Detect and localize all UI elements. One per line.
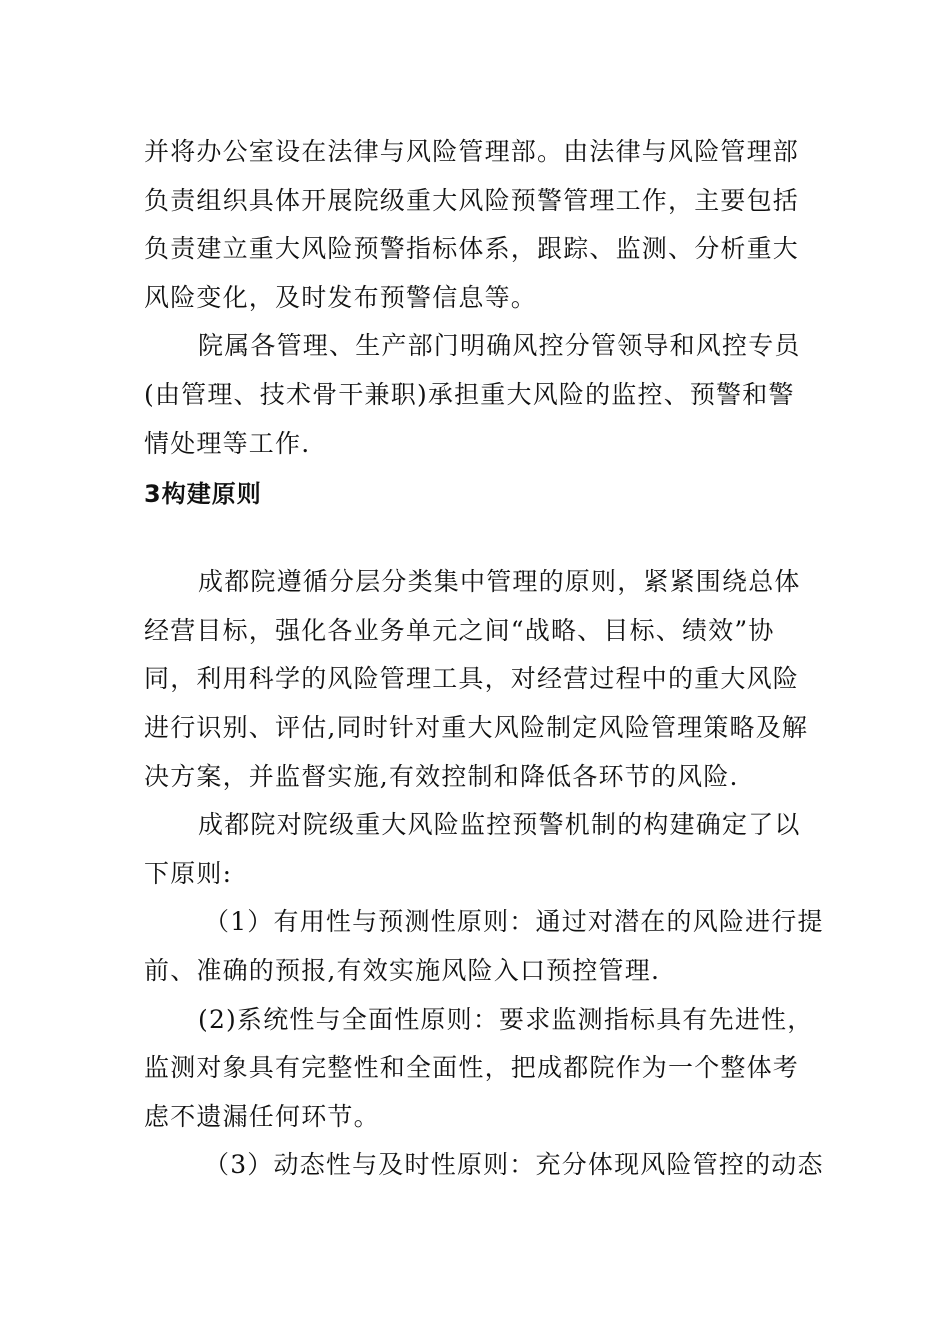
text-line: (2)系统性与全面性原则：要求监测指标具有先进性， — [198, 1004, 814, 1034]
text-line: 风险变化，及时发布预警信息等。 — [144, 282, 538, 312]
paragraph-principles-lead — [144, 801, 804, 898]
text-line: （1）有用性与预测性原则：通过对潜在的风险进行提 — [204, 907, 824, 937]
text-line: 负责组织具体开展院级重大风险预警管理工作，主要包括 — [144, 185, 800, 215]
paragraph-principle-1 — [144, 898, 824, 995]
section-heading: 3构建原则 — [144, 480, 262, 509]
text-line: 进行识别、评估,同时针对重大风险制定风险管理策略及解 — [144, 712, 809, 742]
text-line: 决方案，并监督实施,有效控制和降低各环节的风险. — [144, 761, 739, 791]
paragraph-office-setup — [144, 128, 804, 322]
text-line: 同，利用科学的风险管理工具，对经营过程中的重大风险 — [144, 664, 800, 694]
document-body — [144, 128, 824, 1190]
text-line: 院属各管理、生产部门明确风控分管领导和风控专员 — [198, 331, 801, 361]
text-line: 前、准确的预报,有效实施风险入口预控管理. — [144, 955, 661, 985]
text-line: 监测对象具有完整性和全面性，把成都院作为一个整体考 — [144, 1053, 800, 1083]
text-line: 下原则: — [144, 858, 233, 888]
paragraph-principle-2 — [144, 996, 814, 1142]
text-line: 成都院对院级重大风险监控预警机制的构建确定了以 — [198, 810, 801, 840]
text-line: 经营目标，强化各业务单元之间“战略、目标、绩效”协 — [144, 615, 775, 645]
text-line: 情处理等工作. — [144, 428, 311, 458]
paragraph-principle-intro — [144, 558, 809, 801]
text-line: 成都院遵循分层分类集中管理的原则，紧紧围绕总体 — [198, 567, 801, 597]
text-line: (由管理、技术骨干兼职)承担重大风险的监控、预警和警 — [144, 379, 795, 409]
paragraph-principle-3 — [144, 1141, 824, 1190]
text-line: 负责建立重大风险预警指标体系，跟踪、监测、分析重大 — [144, 234, 800, 264]
text-line: 并将办公室设在法律与风险管理部。由法律与风险管理部 — [144, 137, 800, 166]
text-line: 虑不遗漏任何环节。 — [144, 1101, 380, 1131]
paragraph-departments — [144, 322, 804, 468]
text-line: （3）动态性与及时性原则：充分体现风险管控的动态 — [204, 1150, 824, 1180]
